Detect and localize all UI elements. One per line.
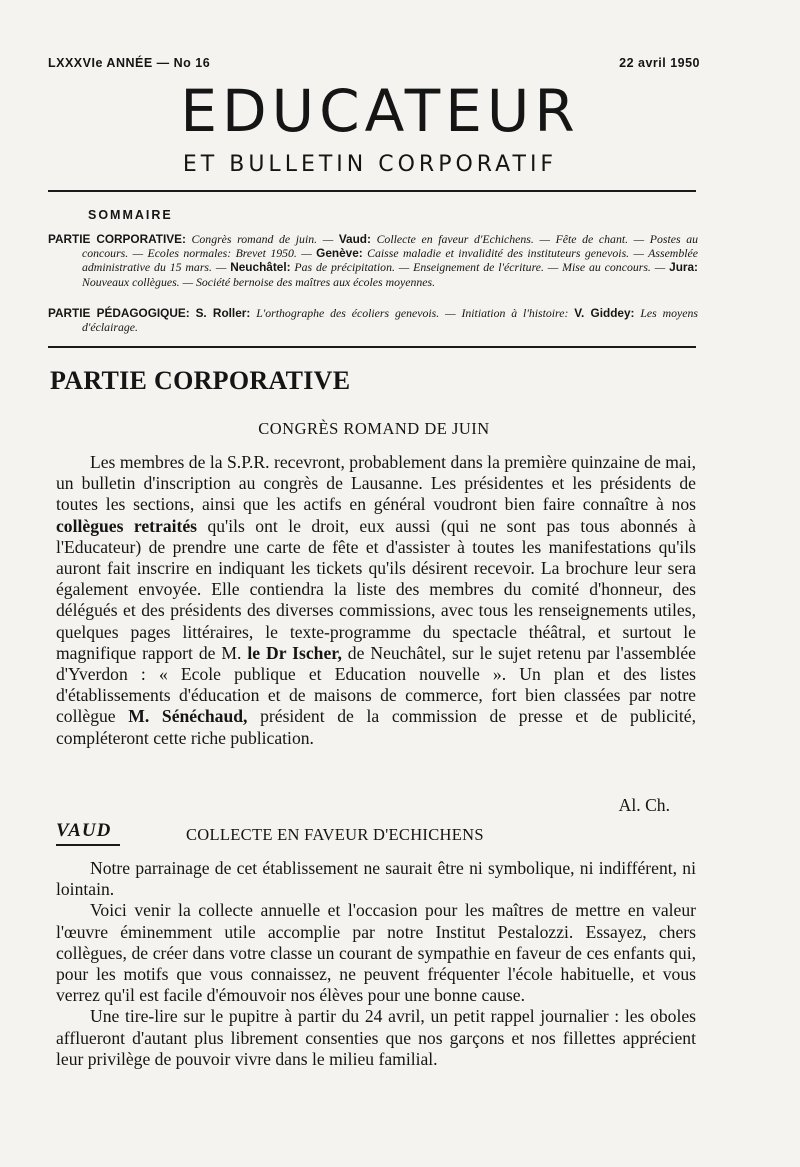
sommaire-text: Nouveaux collègues. — Société bernoise des maîtres aux écoles moyennes. — [82, 274, 436, 289]
sommaire-pedagogique — [48, 306, 698, 334]
sommaire-pedagogique-label: PARTIE PÉDAGOGIQUE: — [48, 306, 190, 320]
article-emphasis: collègues retraités — [56, 515, 198, 536]
article-text: qu'ils ont le droit, eux aussi (qui ne sont pas tous abonnés à l'Educateur) de prendre une carte de fête et d'assister à toutes les manifestations qu'ils auront fait inscrire en indiquant les tickets qu'ils désirent recevoir. La brochure leur sera également envoyée. Elle contiendra la liste des membres du comité d'honneur, des délégués et des présidents des diverses commissions, avec tous les renseignements utiles, quelques pages littéraires, le texte-programme du spectacle théâtral, et surtout le magnifique rapport de M. — [56, 515, 696, 663]
sommaire-canton-label: Jura: — [669, 260, 698, 275]
canton-heading: VAUD — [56, 820, 120, 846]
sommaire-author: S. Roller: — [195, 306, 251, 320]
sommaire-text: Congrès romand de juin. — — [191, 232, 339, 246]
issue-number: LXXXVIe ANNÉE — No 16 — [48, 56, 211, 70]
sommaire-rule — [48, 346, 696, 348]
article-text: Les membres de la S.P.R. recevront, probablement dans la première quinzaine de mai, un bulletin d'inscription au congrès de Lausanne. Les présidentes et les présidents de toutes les sections, ainsi que les actifs en général voudront bien faire connaître à nos — [56, 452, 696, 515]
article-emphasis: M. Sénéchaud, — [128, 706, 248, 727]
article-emphasis: le Dr Ischer, — [247, 642, 342, 663]
sommaire-heading: SOMMAIRE — [88, 208, 173, 222]
article-congres-body — [56, 452, 696, 749]
issue-date: 22 avril 1950 — [619, 56, 700, 70]
sommaire-text: Pas de précipitation. — Enseignement de l'écriture. — Mise au concours. — — [294, 260, 670, 275]
header-rule — [48, 190, 696, 192]
sommaire-text: Collecte en faveur d'Echichens. — Fête de chant. — Postes au concours. — Ecoles normales: Brevet 1950. — — [82, 232, 699, 261]
article-text: président de la commission de presse et de publicité, compléteront cette riche publication. — [56, 706, 696, 748]
paragraph: Voici venir la collecte annuelle et l'occasion pour les maîtres de mettre en valeur l'œuvre éminemment utile accomplie par notre Institut Pestalozzi. Essayez, chers collègues, de créer dans votre classe un courant de sympathie en faveur de ces enfants qui, pour les motifs que vous connaissez, ne peuvent fréquenter l'école habituelle, et vous verrez qu'il est facile d'émouvoir nos élèves pour une bonne cause. — [56, 900, 696, 1006]
article-title: CONGRÈS ROMAND DE JUIN — [258, 419, 490, 438]
journal-subtitle: ET BULLETIN CORPORATIF — [182, 152, 558, 177]
sommaire-canton-label: Vaud: — [338, 232, 371, 246]
article-collecte-body — [56, 858, 696, 1070]
article-signature: Al. Ch. — [618, 795, 670, 815]
sommaire-corporative-label: PARTIE CORPORATIVE: — [48, 232, 186, 246]
article-text: de Neuchâtel, sur le sujet retenu par l'assemblée d'Yverdon : « Ecole publique et Education nouvelle ». Un plan et des listes d'établissements d'éducation et de maisons de commerce, fort bien classées par notre collègue — [56, 642, 696, 727]
sommaire-text: L'orthographe des écoliers genevois. — Initiation à l'histoire: — [256, 306, 569, 320]
section-heading: PARTIE CORPORATIVE — [50, 366, 351, 395]
sommaire-canton-label: Genève: — [316, 246, 363, 261]
article-title: COLLECTE EN FAVEUR D'ECHICHENS — [186, 825, 484, 844]
sommaire-text: Caisse maladie et invalidité des instituteurs genevois. — Assemblée administrative du 15 mars. — — [82, 246, 698, 275]
paragraph: Une tire-lire sur le pupitre à partir du 24 avril, un petit rappel journalier : les oboles afflueront d'autant plus librement consenties que nos garçons et nos fillettes apprécient leur privilège de pouvoir vivre dans le milieu familial. — [56, 1006, 696, 1069]
sommaire-canton-label: Neuchâtel: — [230, 260, 291, 275]
sommaire-text: Les moyens d'éclairage. — [82, 306, 699, 335]
sommaire-corporative — [48, 232, 698, 289]
sommaire-author: V. Giddey: — [574, 306, 635, 320]
journal-title: EDUCATEUR — [180, 77, 580, 145]
paragraph: Notre parrainage de cet établissement ne saurait être ni symbolique, ni indifférent, ni lointain. — [56, 858, 696, 900]
